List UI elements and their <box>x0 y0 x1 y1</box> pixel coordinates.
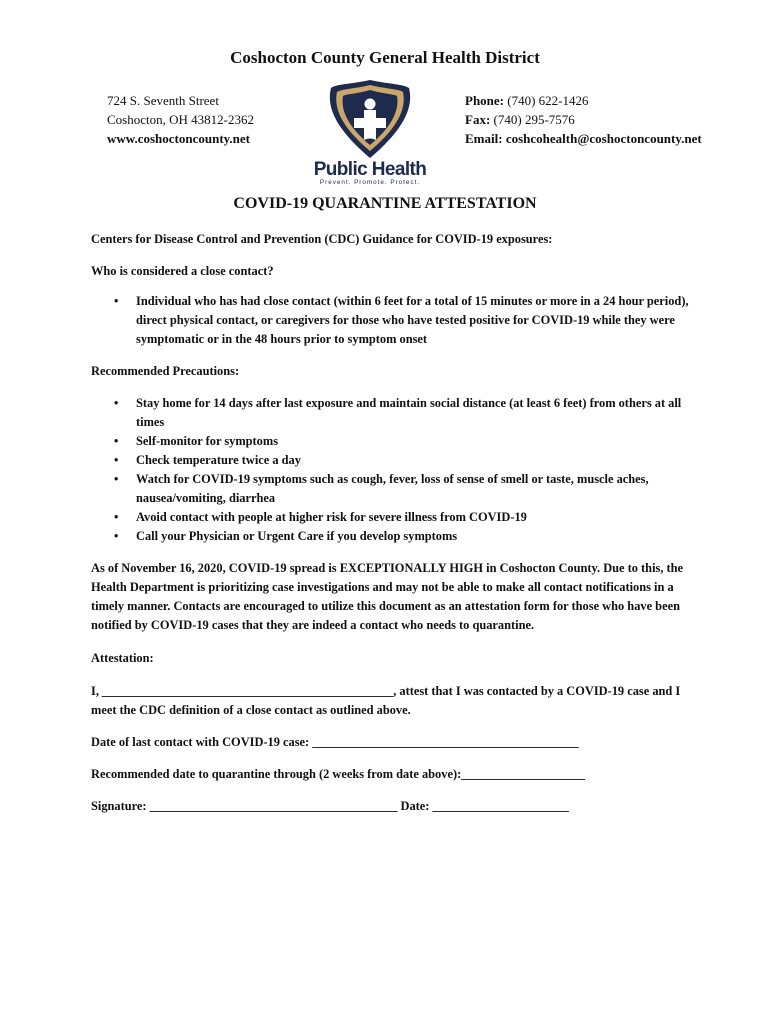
organization-title: Coshocton County General Health District <box>230 48 540 67</box>
email-line <box>465 129 702 148</box>
attestation-heading: Attestation: <box>91 651 154 665</box>
phone-line <box>465 91 702 110</box>
signature-date-field[interactable]: Signature: ________________________________________ Date: ______________________ <box>91 799 569 813</box>
list-item: • Check temperature twice a day <box>91 451 691 470</box>
notice-paragraph: As of November 16, 2020, COVID-19 spread is EXCEPTIONALLY HIGH in Coshocton County. Due to this, the Health Department is prioritizing case investigations and may not be able to make all contact notifications in a timely manner. Contacts are encouraged to utilize this document as an attestation form for those who have been notified by COVID-19 cases that they are indeed a contact who needs to quarantine. <box>91 561 684 632</box>
close-contact-question: Who is considered a close contact? <box>91 264 274 278</box>
close-contact-list <box>91 292 691 349</box>
last-contact-date-field[interactable]: Date of last contact with COVID-19 case: ___________________________________________ <box>91 735 579 749</box>
email-address[interactable]: coshcohealth@coshoctoncounty.net <box>505 131 702 146</box>
fax-line <box>465 110 702 129</box>
fax-number: (740) 295-7576 <box>493 112 575 127</box>
attestation-statement[interactable]: I, _______________________________________________, attest that I was contacted by a COVID-19 case and I meet the CDC definition of a close contact as outlined above. <box>91 684 681 717</box>
cdc-guidance-heading: Centers for Disease Control and Prevention (CDC) Guidance for COVID-19 exposures: <box>91 232 553 246</box>
city-state-zip: Coshocton, OH 43812-2362 <box>107 112 254 127</box>
phone-number: (740) 622-1426 <box>507 93 589 108</box>
public-health-logo <box>300 74 440 186</box>
list-item: • Self-monitor for symptoms <box>91 432 691 451</box>
logo-tagline: Prevent. Promote. Protect. <box>319 179 421 186</box>
list-item: • Call your Physician or Urgent Care if you develop symptoms <box>91 527 691 546</box>
street-address: 724 S. Seventh Street <box>107 93 219 108</box>
list-item: • Watch for COVID-19 symptoms such as cough, fever, loss of sense of smell or taste, muscle aches, nausea/vomiting, diarrhea <box>91 470 691 508</box>
list-item: • Individual who has had close contact (within 6 feet for a total of 15 minutes or more in a 24 hour period), direct physical contact, or caregivers for those who have tested positive for COVID-19 while they were symptomatic or in the 48 hours prior to symptom onset <box>91 292 691 349</box>
contact-block <box>465 91 702 148</box>
precautions-heading: Recommended Precautions: <box>91 364 240 378</box>
quarantine-date-field[interactable]: Recommended date to quarantine through (2 weeks from date above):____________________ <box>91 767 586 781</box>
address-block <box>107 91 254 148</box>
precautions-list <box>91 394 691 546</box>
document-body <box>91 230 691 816</box>
list-item: • Avoid contact with people at higher risk for severe illness from COVID-19 <box>91 508 691 527</box>
website-link[interactable]: www.coshoctoncounty.net <box>107 131 251 146</box>
document-title: COVID-19 QUARANTINE ATTESTATION <box>233 195 537 212</box>
email-label: Email: <box>465 131 503 146</box>
logo-wordmark: Public Health <box>313 159 427 180</box>
list-item: • Stay home for 14 days after last exposure and maintain social distance (at least 6 feet) from others at all times <box>91 394 691 432</box>
fax-label: Fax: <box>465 112 491 127</box>
phone-label: Phone: <box>465 93 504 108</box>
